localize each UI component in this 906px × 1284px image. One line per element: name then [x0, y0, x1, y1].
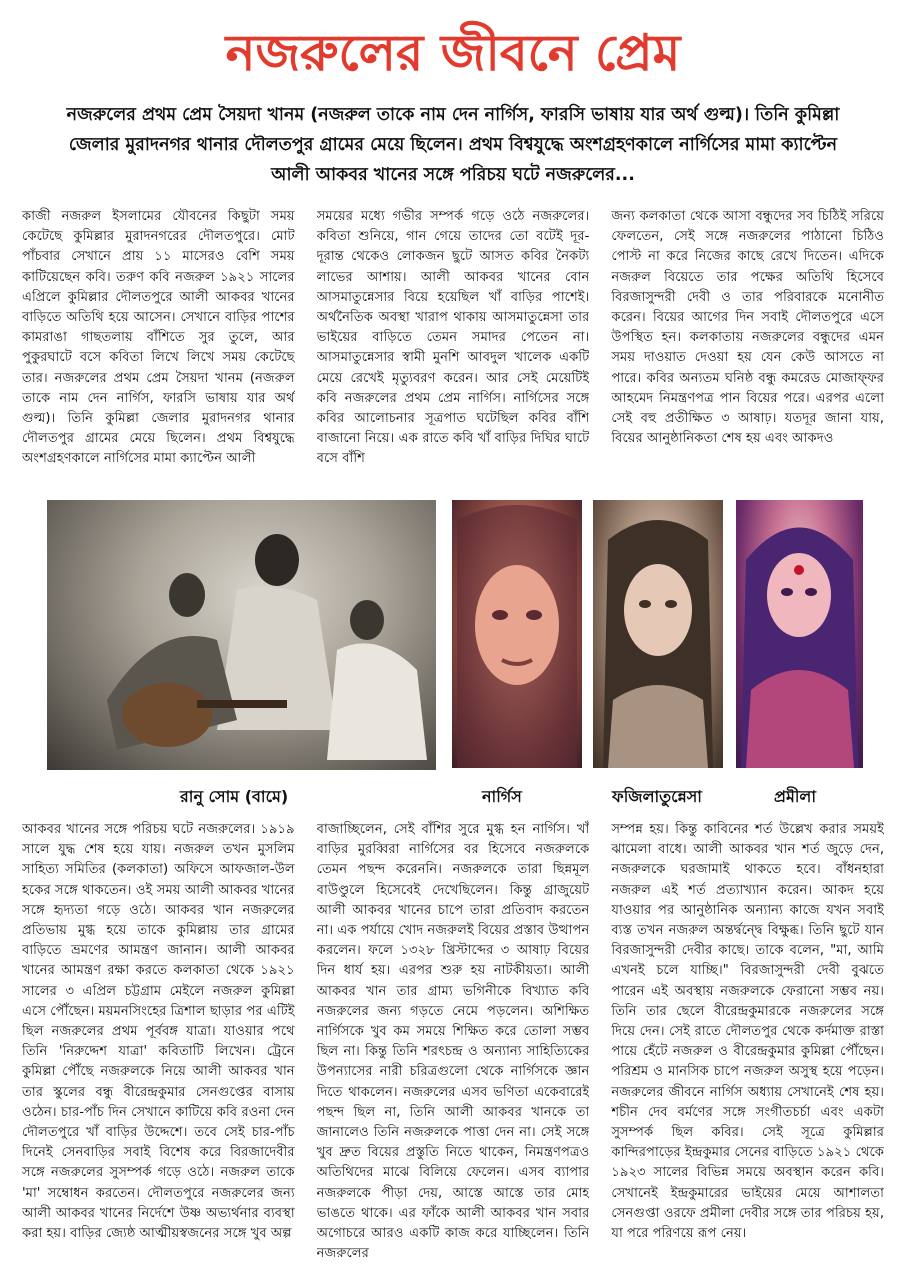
caption-nargis: নার্গিস	[482, 787, 522, 806]
text-column-2	[317, 207, 590, 490]
photo-nargis	[452, 500, 582, 768]
column-text: সময়ের মধ্যে গভীর সম্পর্ক গড়ে ওঠে নজরুলের। কবিতা শুনিয়ে, গান গেয়ে তাদের তো বটেই দূর-দূরান্ত থেকেও লোকজন ছুটে আসত কবির নৈকট্য লাভের আশায়। আলী আকবর খানের বোন আসমাতুন্নেসার বিয়ে হয়েছিল খাঁ বাড়ির পাশেই। অর্থনৈতিক অবস্থা খারাপ থাকায় আসমাতুন্নেসা তার ভাইয়ের বাড়িতে তেমন সমাদর পেতেন না। আসমাতুন্নেসার স্বামী মুনশি আবদুল খালেক একটি মেয়ে রেখেই মৃত্যুবরণ করেন। আর সেই মেয়েটিই কবি নজরুলের প্রথম প্রেম নার্গিস। নার্গিসের সঙ্গে কবির আলোচনার সূত্রপাত ঘটেছিল কবির বাঁশি বাজানো নিয়ে। এক রাতে কবি খাঁ বাড়ির দিঘির ঘাটে বসে বাঁশি	[316, 209, 590, 467]
column-text: কাজী নজরুল ইসলামের যৌবনের কিছুটা সময় কেটেছে কুমিল্লার মুরাদনগরের দৌলতপুরে। মোট পাঁচবার সেখানে প্রায় ১১ মাসেরও বেশি সময় কাটিয়েছেন কবি। তরুণ কবি নজরুল ১৯২১ সালের এপ্রিলে কুমিল্লার দৌলতপুরে আলী আকবর খানের বাড়িতে অতিথি হয়ে আসেন। সেখানে বাড়ির পাশের কামরাঙা গাছতলায় বাঁশিতে সুর তুলে, আর পুকুরঘাটে বসে কবিতা লিখে লিখে সময় কেটেছে তার। নজরুলের প্রথম প্রেম সৈয়দা খানম (নজরুল তাকে নাম দেন নার্গিস, ফারসি ভাষায় যার অর্থ গুল্ম)। তিনি কুমিল্লা জেলার মুরাদনগর থানার দৌলতপুর গ্রামের মেয়ে ছিলেন। প্রথম বিশ্বযুদ্ধে অংশগ্রহণকালে নার্গিসের মামা ক্যাপ্টেন আলী	[22, 209, 295, 467]
caption-pramila: প্রমীলা	[774, 787, 816, 806]
column-text: বাজাচ্ছিলেন, সেই বাঁশির সুরে মুগ্ধ হন নার্গিস। খাঁ বাড়ির মুরব্বিরা নার্গিসের বর হিসেবে নজরুলকে তেমন পছন্দ করেননি। নজরুলকে তারা ছিন্নমূল বাউণ্ডুলে হিসেবেই দেখেছিলেন। কিন্তু গ্রাজুয়েট আলী আকবর খানের চাপে তারা প্রতিবাদ করতেন না। এক পর্যায়ে খোদ নজরুলই বিয়ের প্রস্তাব উত্থাপন করলেন। ফলে ১৩২৮ খ্রিস্টাব্দের ৩ আষাঢ় বিয়ের দিন ধার্য হয়। এরপর শুরু হয় নাটকীয়তা। আলী আকবর খান তার গ্রাম্য ভগিনীকে বিখ্যাত কবি নজরুলের জন্য গড়তে নেমে পড়লেন। অশিক্ষিত নার্গিসকে খুব কম সময়ে শিক্ষিত করে তোলা সম্ভব ছিল না। কিন্তু তিনি শরৎচন্দ্র ও অন্যান্য সাহিত্যিকের উপন্যাসের নারী চরিত্রগুলো থেকে নার্গিসকে জ্ঞান দিতে থাকলেন। নজরুলের এসব ভণিতা একেবারেই পছন্দ ছিল না, তিনি আলী আকবর খানকে তা জানালেও তিনি নজরুলকে পাত্তা দেন না। সেই সঙ্গে খুব দ্রুত বিয়ের প্রস্তুতি নিতে থাকেন, নিমন্ত্রণপত্রও অতিথিদের মাঝে বিলিয়ে ফেলেন। এসব ব্যাপার নজরুলকে পীড়া দেয়, আস্তে আস্তে তার মোহ ভাঙতে থাকে। এর ফাঁকে আলী আকবর খান সবার অগোচরে আরও একটি কাজ করে যাচ্ছিলেন। তিনি নজরুলের	[316, 822, 590, 1262]
photo-ranu-som	[47, 500, 436, 770]
photo-pramila	[736, 500, 863, 768]
text-column-4	[22, 820, 295, 1278]
intro-paragraph: নজরুলের প্রথম প্রেম সৈয়দা খানম (নজরুল তাকে নাম দেন নার্গিস, ফারসি ভাষায় যার অর্থ গুল্ম)। তিনি কুমিল্লা জেলার মুরাদনগর থানার দৌলতপুর গ্রামের মেয়ে ছিলেন। প্রথম বিশ্বযুদ্ধে অংশগ্রহণকালে নার্গিসের মামা ক্যাপ্টেন আলী আকবর খানের সঙ্গে পরিচয় ঘটে নজরুলের...	[66, 105, 840, 185]
bottom-text-columns	[22, 820, 884, 1278]
column-text: সম্পন্ন হয়। কিন্তু কাবিনের শর্ত উল্লেখ করার সময়ই ঝামেলা বাধে। আলী আকবর খান শর্ত জুড়ে দেন, নজরুলকে ঘরজামাই থাকতে হবে। বাঁধনহারা নজরুল এই শর্ত প্রত্যাখ্যান করেন। আকদ হয়ে যাওয়ার পর আনুষ্ঠানিক অন্যান্য কাজে যখন সবাই ব্যস্ত তখন নজরুল অন্তর্দ্বন্দ্বে বিক্ষুব্ধ। তিনি ছুটে যান বিরজাসুন্দরী দেবীর কাছে। তাকে বলেন, "মা, আমি এখনই চলে যাচ্ছি।" বিরজাসুন্দরী দেবী বুঝতে পারেন এই অবস্থায় নজরুলকে ফেরানো সম্ভব নয়। তিনি তার ছেলে বীরেন্দ্রকুমারকে নজরুলের সঙ্গে দিয়ে দেন। সেই রাতে দৌলতপুর থেকে কর্দমাক্ত রাস্তা পায়ে হেঁটে নজরুল ও বীরেন্দ্রকুমার কুমিল্লা পৌঁছেন। পরিশ্রম ও মানসিক চাপে নজরুল অসুস্থ হয়ে পড়েন। নজরুলের জীবনে নার্গিস অধ্যায় সেখানেই শেষ হয়। শচীন দেব বর্মণের সঙ্গে সংগীতচর্চা এবং একটা সুসম্পর্ক ছিল কবির। সেই সূত্রে কুমিল্লার কান্দিরপাড়ের ইন্দ্রকুমার সেনের বাড়িতে ১৯২১ থেকে ১৯২৩ সালের বিভিন্ন সময়ে অবস্থান করেন কবি। সেখানেই ইন্দ্রকুমারের ভাইয়ের মেয়ে আশালতা সেনগুপ্তা ওরফে প্রমীলা দেবীর সঙ্গে তার পরিচয় হয়, যা পরে পরিণয়ে রূপ নেয়।	[611, 822, 884, 1242]
column-text: জন্য কলকাতা থেকে আসা বন্ধুদের সব চিঠিই সরিয়ে ফেলতেন, সেই সঙ্গে নজরুলের পাঠানো চিঠিও পোস্ট না করে নিজের কাছে রেখে দিতেন। এদিকে নজরুল বিয়েতে তার পক্ষের অতিথি হিসেবে বিরজাসুন্দরী দেবী ও তার পরিবারকে মনোনীত করেন। বিয়ের আগের দিন সবাই দৌলতপুরে এসে উপস্থিত হন। কলকাতায় নজরুলের বন্ধুদের এমন সময় দাওয়াত দেওয়া হয় যেন কেউ আসতে না পারে। কবির অন্যতম ঘনিষ্ঠ বন্ধু কমরেড মোজাফ্ফর আহমেদ নিমন্ত্রণপত্র পান বিয়ের পরে। এরপর এলো সেই বহু প্রতীক্ষিত ৩ আষাঢ়। যতদূর জানা যায়, বিয়ের আনুষ্ঠানিকতা শেষ হয় এবং আকদও	[611, 209, 884, 447]
text-column-1	[22, 207, 295, 490]
photo-fazilatunnesa	[593, 500, 723, 768]
text-column-5	[317, 820, 590, 1278]
caption-fazilatunnesa: ফজিলাতুন্নেসা	[612, 787, 702, 806]
text-column-6	[611, 820, 884, 1278]
caption-ranu-som: রানু সোম (বামে)	[180, 787, 289, 806]
column-text: আকবর খানের সঙ্গে পরিচয় ঘটে নজরুলের। ১৯১৯ সালে যুদ্ধ শেষ হয়ে যায়। নজরুল তখন মুসলিম সাহিত্য সমিতির (কলকাতা) অফিসে আফজাল-উল হকের সঙ্গে থাকতেন। ওই সময় আলী আকবর খানের সঙ্গে হৃদ্যতা গড়ে ওঠে। আকবর খান নজরুলের প্রতিভায় মুগ্ধ হয়ে তাকে কুমিল্লায় তার গ্রামের বাড়িতে ভ্রমণের আমন্ত্রণ জানান। আলী আকবর খানের আমন্ত্রণ রক্ষা করতে কলকাতা থেকে ১৯২১ সালের ৩ এপ্রিল চট্টগ্রাম মেইলে নজরুল কুমিল্লা এসে পৌঁছেন। ময়মনসিংহের ত্রিশাল ছাড়ার পর এটিই ছিল নজরুলের প্রথম পূর্ববঙ্গ যাত্রা। যাওয়ার পথে তিনি 'নিরুদ্দেশ যাত্রা' কবিতাটি লিখেন। ট্রেনে কুমিল্লা পৌঁছে নজরুলকে নিয়ে আলী আকবর খান তার স্কুলের বন্ধু বীরেন্দ্রকুমার সেনগুপ্তের বাসায় ওঠেন। চার-পাঁচ দিন সেখানে কাটিয়ে কবি রওনা দেন দৌলতপুরে খাঁ বাড়ির উদ্দেশে। তবে সেই চার-পাঁচ দিনেই সেনবাড়ির সবাই বিশেষ করে বিরজাদেবীর সঙ্গে নজরুলের সুসম্পর্ক গড়ে ওঠে। নজরুল তাকে 'মা' সম্বোধন করতেন। দৌলতপুরে নজরুলের জন্য আলী আকবর খানের নির্দেশে উষ্ণ অভ্যর্থনার ব্যবস্থা করা হয়। বাড়ির জ্যেষ্ঠ আত্মীয়স্বজনের সঙ্গে খুব অল্প	[22, 822, 295, 1242]
text-column-3	[611, 207, 884, 490]
top-text-columns	[22, 207, 884, 490]
article-title: নজরুলের জীবনে প্রেম	[225, 24, 681, 82]
